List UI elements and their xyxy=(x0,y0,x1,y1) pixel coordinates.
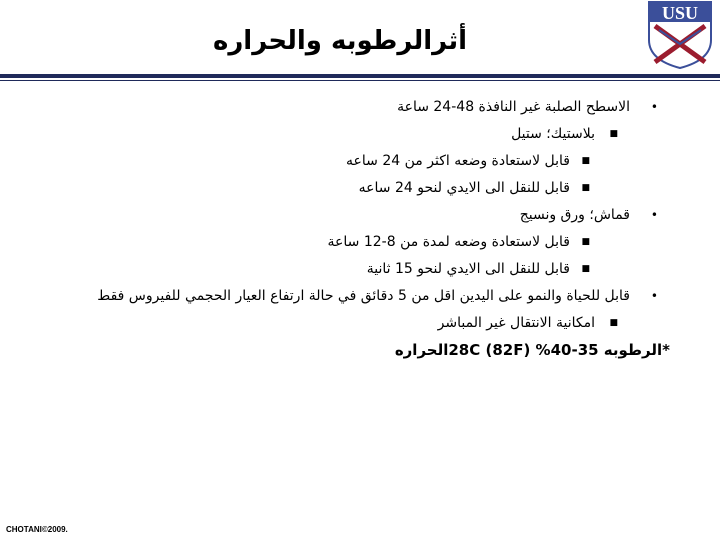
university-logo xyxy=(645,0,715,70)
svg-text:USU: USU xyxy=(661,3,699,23)
list-item-text: قابل للحياة والنمو على اليدين اقل من 5 دقائق في حالة ارتفاع العيار الحجمي للفيروس فقط xyxy=(97,288,630,304)
list-item xyxy=(70,148,670,175)
list-item-text: *الرطوبه 35-40% (82F) 28Cالحراره xyxy=(394,341,670,359)
bullet-marker: ■ xyxy=(581,156,590,166)
list-item-text: امكانية الانتقال غير المباشر xyxy=(437,315,595,331)
list-item xyxy=(70,256,670,283)
header-rule-thin xyxy=(0,80,720,81)
bullet-marker: • xyxy=(650,208,658,222)
list-item xyxy=(70,121,670,148)
list-item-text: قماش؛ ورق ونسيج xyxy=(519,207,630,223)
list-item xyxy=(70,337,670,364)
list-item xyxy=(70,310,670,337)
list-item-text: قابل لاستعادة وضعه اكثر من 24 ساعه xyxy=(346,153,570,169)
bullet-marker: ■ xyxy=(581,264,590,274)
shield-logo-icon xyxy=(645,0,715,70)
bullet-list xyxy=(70,94,670,364)
bullet-marker: ■ xyxy=(609,318,618,328)
list-item xyxy=(70,94,670,121)
list-item xyxy=(70,202,670,229)
copyright-footer: CHOTANI©2009. xyxy=(6,525,68,534)
bullet-marker: ■ xyxy=(581,237,590,247)
bullet-marker: • xyxy=(650,100,658,114)
list-item-text: قابل لاستعادة وضعه لمدة من 8-12 ساعة xyxy=(327,234,570,250)
list-item xyxy=(70,229,670,256)
list-item xyxy=(70,175,670,202)
slide-title: أثرالرطوبه والحراره xyxy=(212,26,468,56)
list-item-text: الاسطح الصلبة غير النافذة 48-24 ساعة xyxy=(397,99,630,115)
list-item-text: قابل للنقل الى الايدي لنحو 15 ثانية xyxy=(366,261,570,277)
list-item xyxy=(70,283,670,310)
list-item-text: قابل للنقل الى الايدي لنحو 24 ساعه xyxy=(358,180,570,196)
bullet-marker: ■ xyxy=(581,183,590,193)
bullet-marker: • xyxy=(650,289,658,303)
bullet-marker: ■ xyxy=(609,129,618,139)
header-rule-thick xyxy=(0,74,720,78)
list-item-text: بلاستيك؛ ستيل xyxy=(511,126,595,142)
